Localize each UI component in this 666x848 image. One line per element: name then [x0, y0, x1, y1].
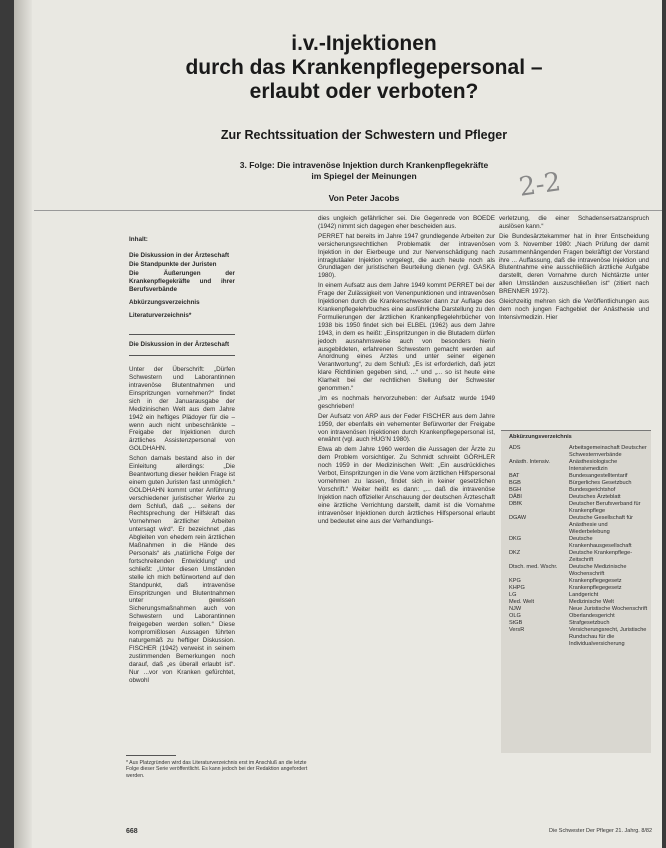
- abbreviation-row: [501, 592, 651, 599]
- body-paragraph: Unter der Überschrift: „Dürfen Schwestern und Laborantinnen intravenöse Blutentnahmen und Einspritzungen vornehmen?“ findet sich in der Januarausgabe der Medizinischen Welt aus dem Jahre 1942 ein heftiges Plädoyer für die – wenn auch nicht unbeschränkte – Freigabe der Injektionen durch ärztliches Assistenzpersonal von GOLDHAHN.: [129, 366, 235, 453]
- page-number: 668: [126, 828, 138, 835]
- column-right: [499, 215, 649, 324]
- article-title: [104, 32, 624, 104]
- title-line: durch das Krankenpflegepersonal –: [185, 56, 543, 79]
- abbreviation-row: [501, 515, 651, 536]
- abbreviation-row: [501, 536, 651, 550]
- abbreviation-key: ADS: [509, 445, 521, 451]
- body-paragraph: Der Aufsatz von ARP aus der Feder FISCHER aus dem Jahre 1959, der ebenfalls ein vehementer Befürworter der Freigabe von intravenösen Injektionen durch Krankenpflegepersonal ist, erwähnt (vgl. auch HUG'N 1980).: [318, 412, 495, 444]
- abbreviation-value: Anästhesiologische Intensivmedizin: [569, 459, 618, 472]
- abbreviation-key: NJW: [509, 606, 522, 612]
- abbreviation-key: DGAW: [509, 515, 527, 521]
- abbreviation-key: BAT: [509, 473, 520, 479]
- body-paragraph: „Im es nochmals hervorzuheben: der Aufsatz wurde 1949 geschrieben!: [318, 394, 495, 410]
- section-heading: Die Diskussion in der Ärzteschaft: [129, 341, 230, 349]
- abbreviation-value: Medizinische Welt: [569, 599, 614, 605]
- body-paragraph: dies ungleich gefährlicher sei. Die Gegenrede von BOEDE (1942) nimmt sich dagegen eher bescheiden aus.: [318, 215, 495, 230]
- abbreviation-row: [501, 445, 651, 459]
- abbreviation-row: [501, 480, 651, 487]
- journal-footer: Die Schwester Der Pfleger 21. Jahrg. 8/82: [549, 828, 653, 834]
- abbreviation-value: Neue Juristische Wochenschrift: [569, 606, 648, 612]
- abbreviation-key: LG: [509, 592, 517, 598]
- abbreviation-value: Deutsche Krankenhausgesellschaft: [569, 536, 632, 549]
- abbreviation-value: Bundesangestelltentarif: [569, 473, 628, 479]
- column-left: [129, 236, 235, 686]
- body-paragraph: Etwa ab dem Jahre 1960 werden die Aussagen der Ärzte zu dem Problem vorsichtiger. Zu Schmidt schreibt GÖRHLER noch 1959 in der Medizinischen Welt: „Ein ausdrückliches Verbot, Einspritzungen in die Vene vom ärztlichen Hilfspersonal vornehmen zu lassen, findet sich in keiner gesetzlichen Vorschrift.“ Weiter heißt es dann: „... daß die intravenöse Injektion nach offizieller Anschauung der deutschen Ärzteschaft eine ärztliche Verrichtung darstellt, damit ist die Vornahme intravenöser Injektionen durch ärztliches Hilfspersonal erlaubt und bedeutet eine aus der Verhandlungs-: [318, 446, 495, 525]
- toc-item: Die Standpunkte der Juristen: [129, 260, 217, 268]
- column-middle: [318, 215, 495, 527]
- abbreviation-key: VersR: [509, 627, 525, 633]
- abbreviation-key: KPG: [509, 578, 521, 584]
- author-line: Von Peter Jacobs: [328, 193, 400, 203]
- abbreviation-value: Strafgesetzbuch: [569, 620, 610, 626]
- abbreviation-row: [501, 494, 651, 501]
- abbreviation-value: Deutsches Ärzteblatt: [569, 494, 621, 500]
- title-line: i.v.-Injektionen: [291, 32, 437, 55]
- toc-item: Die Diskussion in der Ärzteschaft: [129, 251, 230, 259]
- toc-item: Literaturverzeichnis*: [129, 312, 192, 320]
- body-paragraph: verletzung, die einer Schadensersatzanspruch auslösen kann.“: [499, 215, 649, 230]
- abbreviation-key: Anästh. Intensiv.: [509, 459, 550, 465]
- abbreviation-value: Deutsche Medizinische Wochenschrift: [569, 564, 627, 577]
- abbreviation-value: Arbeitsgemeinschaft Deutscher Schwesternverbände: [569, 445, 647, 458]
- toc-heading: Inhalt:: [129, 236, 148, 243]
- series-info: [164, 160, 564, 182]
- abbreviation-value: Versicherungsrecht, Juristische Rundschau für die Individualversicherung: [569, 627, 647, 647]
- abbreviation-row: [501, 620, 651, 627]
- title-line: erlaubt oder verboten?: [249, 80, 479, 103]
- abbreviation-value: Deutsche Krankenpflege-Zeitschrift: [569, 550, 633, 563]
- abbreviation-value: Krankenpflegegesetz: [569, 585, 622, 591]
- section-divider: [129, 334, 235, 335]
- body-paragraph: Schon damals bestand also in der Einleitung allerdings: „Die Beantwortung dieser heiklen Frage ist einem guten Juristen fast unmöglich.“ GOLDHAHN kommt unter Anführung verschiedener juristischer Werke zu dem Schluß, daß „... seitens der Rechtsprechung der Hilfskraft das Vornehmen ärztlicher Arbeiten untersagt wird“. Er bezeichnet „das Abgleiten von ehedem rein ärztlichen Maßnahmen in die Hände des Personals“ als „natürliche Folge der fortschreitenden Entwicklung“ und schließt: „Unter diesen Umständen stelle ich mich befürwortend auf den Standpunkt, daß intravenöse Einspritzungen und Blutentnahmen unter gewissen Sicherungsmaßnahmen auch von Schwestern und Laborantinnen freigegeben werden sollen.“ Diese kompromißlosen Aussagen führten naturgemäß zu heftiger Diskussion. FISCHER (1942) verweist in seinem zustimmenden Bemerkungen noch darauf, daß „es überall erlaubt ist“. Nur ...vor von Kranken gefürchtet, obwohl: [129, 455, 235, 684]
- abbreviation-key: StGB: [509, 620, 523, 626]
- abbreviation-value: Deutsche Gesellschaft für Anästhesie und Wiederbelebung: [569, 515, 634, 535]
- abbreviation-key: BGH: [509, 487, 522, 493]
- abbreviation-row: [501, 627, 651, 648]
- abbreviation-key: Dtsch. med. Wschr.: [509, 564, 558, 570]
- abbreviation-row: [501, 585, 651, 592]
- abbreviation-key: BGB: [509, 480, 521, 486]
- series-line: 3. Folge: Die intravenöse Injektion durch Krankenpflegekräfte: [239, 160, 489, 170]
- abbreviation-value: Landgericht: [569, 592, 599, 598]
- footnote-divider: [126, 755, 176, 756]
- header-divider: [34, 210, 662, 211]
- abbreviation-row: [501, 613, 651, 620]
- abbreviation-key: OLG: [509, 613, 521, 619]
- abbreviation-row: [501, 578, 651, 585]
- abbreviation-row: [501, 459, 651, 473]
- abbreviation-row: [501, 606, 651, 613]
- abbreviation-row: [501, 564, 651, 578]
- abbreviation-list: [501, 445, 651, 648]
- page-gutter: [14, 0, 32, 848]
- article-subtitle: Zur Rechtssituation der Schwestern und Pfleger: [220, 128, 508, 142]
- abbreviation-key: DÄBl: [509, 494, 522, 500]
- body-paragraph: PERRET hat bereits im Jahre 1947 grundlegende Arbeiten zur versicherungsrechtlichen Problematik der intravenösen Injektion in der Eierbeuge und zur Nervenschädigung nach intraglutäaler Injektion vorgelegt, die auch heute noch als Grundlagen der juristischen Beurteilung dienen (vgl. GASKA 1980).: [318, 232, 495, 280]
- abbreviation-key: Med. Welt: [509, 599, 535, 605]
- footnote: * Aus Platzgründen wird das Literaturverzeichnis erst im Anschluß an die letzte Folge dieser Serie veröffentlicht. Es kann jedoch bei der Redaktion angefordert werden.: [126, 760, 308, 779]
- body-paragraph: In einem Aufsatz aus dem Jahre 1949 kommt PERRET bei der Frage der Zulässigkeit von Venenpunktionen und intravenösen Injektionen durch die Krankenschwester dann zur Auflage des Krankenpflegelehrbuches eine ausführliche Darstellung zu den Formulierungen der ärztlichen Krankenpflegelehrbücher von 1938 bis 1950 findet sich bei ELBEL (1962) aus dem Jahre 1943, in dem es heißt: „Einspritzungen in die Blutadern dürfen jedoch ausnahmsweise auch von besonders hierin ausgebildeten, erfahrenen Schwestern gemacht werden auf Anordnung eines Arztes und unter seiner eigenen Verantwortung“, zu dem Schluß: „Es ist erforderlich, daß jetzt klare Richtlinien gegeben sind, ...“ und „... so ist heute eine Klarheit bei der rechtlichen Stellung der Schwester genommen.“: [318, 282, 495, 393]
- section-divider: [129, 355, 235, 356]
- abbreviation-row: [501, 501, 651, 515]
- abbreviation-key: DKZ: [509, 550, 521, 556]
- abbreviation-key: KHPG: [509, 585, 525, 591]
- abbreviation-heading: Abkürzungsverzeichnis: [509, 434, 572, 440]
- abbreviation-row: [501, 473, 651, 480]
- toc-item: Die Äußerungen der Krankenpflegekräfte und ihrer Berufsverbände: [129, 269, 235, 293]
- abbreviation-value: Oberlandesgericht: [569, 613, 615, 619]
- series-line: im Spiegel der Meinungen: [311, 171, 417, 181]
- abbreviation-row: [501, 599, 651, 606]
- abbreviation-row: [501, 487, 651, 494]
- abbreviation-value: Krankenpflegegesetz: [569, 578, 622, 584]
- body-paragraph: Die Bundesärztekammer hat in ihrer Entscheidung vom 3. November 1980: „Nach Prüfung der damit zusammenhängenden Fragen bekräftigt der Vorstand ihre ... Auffassung, daß die intravenöse Injektion und Blutentnahme eine ausschließlich ärztliche Aufgabe darstellt, deren Vornahme durch Nichtärzte unter allen Umständen auszuschließen ist“ (zitiert nach BRENNER 1972).: [499, 232, 649, 296]
- abbreviation-row: [501, 550, 651, 564]
- abbreviation-key: DKG: [509, 536, 522, 542]
- abbreviation-box: [501, 430, 651, 753]
- abbreviation-value: Bundesgerichtshof: [569, 487, 616, 493]
- toc-item: Abkürzungsverzeichnis: [129, 299, 200, 307]
- abbreviation-value: Deutscher Berufsverband für Krankenpflege: [569, 501, 641, 514]
- abbreviation-value: Bürgerliches Gesetzbuch: [569, 480, 632, 486]
- abbreviation-key: DBfK: [509, 501, 523, 507]
- scanned-page: [14, 0, 662, 848]
- body-paragraph: Gleichzeitig mehren sich die Veröffentlichungen aus dem noch jungen Fachgebiet der Anästhesie und Intensivmedizin. Hier: [499, 298, 649, 321]
- handwritten-note: 2-2: [517, 167, 563, 203]
